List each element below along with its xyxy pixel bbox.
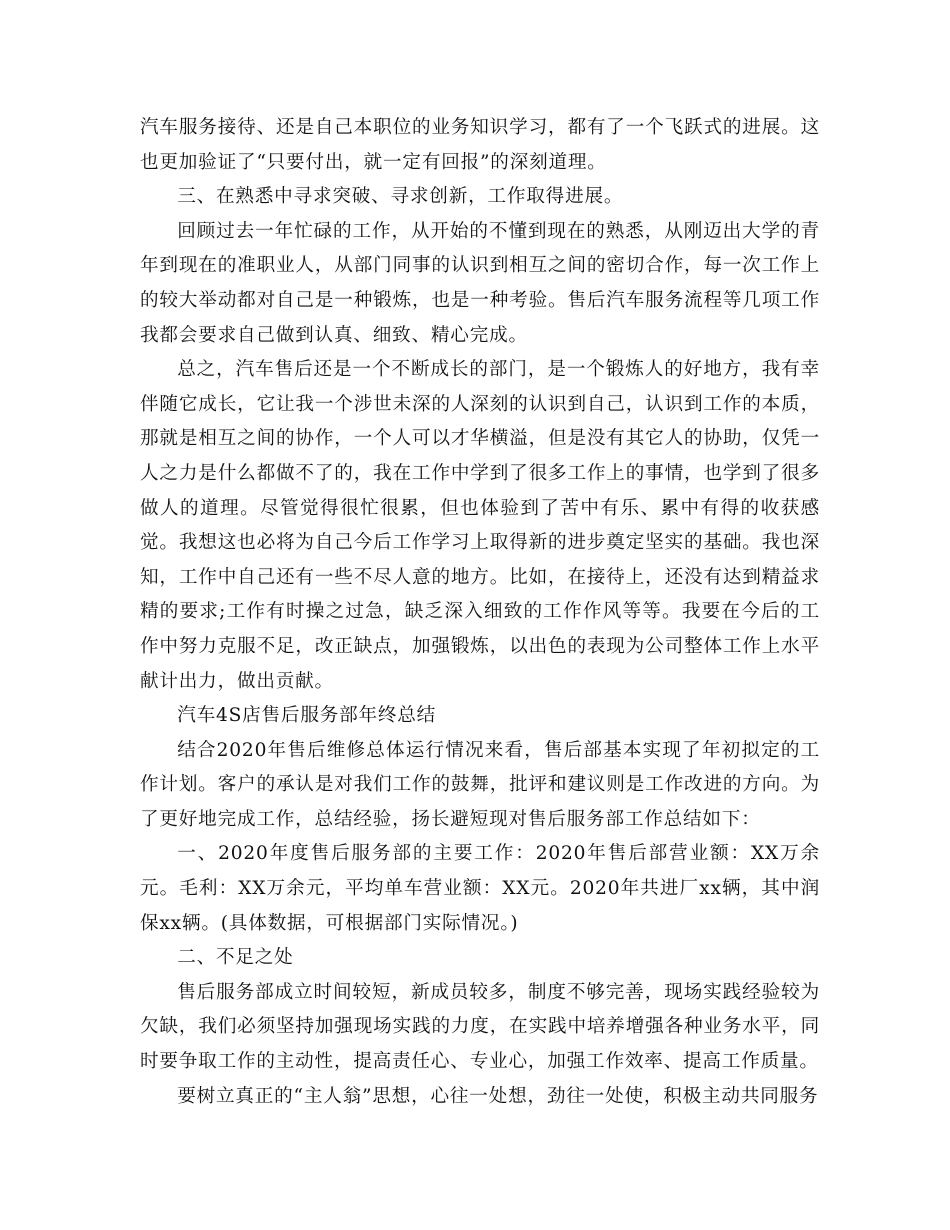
paragraph-shortcomings: 售后服务部成立时间较短，新成员较多，制度不够完善，现场实践经验较为欠缺，我们必须坚持加强现场实践的力度，在实践中培养增强各种业务水平，同时要争取工作的主动性，提高责任心、专业心，加强工作效率、提高工作质量。 [140,981,820,1073]
paragraph-main-work: 一、2020年度售后服务部的主要工作：2020年售后部营业额：XX万余元。毛利：XX万余元，平均单车营业额：XX元。2020年共进厂xx辆，其中润保xx辆。(具体数据，可根据部门实际情况。) [140,843,820,934]
paragraph-summary: 总之，汽车售后还是一个不断成长的部门，是一个锻炼人的好地方，我有幸伴随它成长，它让我一个涉世未深的人深刻的认识到自己，认识到工作的本质，那就是相互之间的协作，一个人可以才华横溢，但是没有其它人的协助，仅凭一人之力是什么都做不了的，我在工作中学到了很多工作上的事情，也学到了很多做人的道理。尽管觉得很忙很累，但也体验到了苦中有乐、累中有得的收获感觉。我想这也必将为自己今后工作学习上取得新的进步奠定坚实的基础。我也深知，工作中自己还有一些不尽人意的地方。比如，在接待上，还没有达到精益求精的要求;工作有时操之过急，缺乏深入细致的工作作风等等。我要在今后的工作中努力克服不足，改正缺点，加强锻炼，以出色的表现为公司整体工作上水平献计出力，做出贡献。 [140,359,820,692]
paragraph-intro: 结合2020年售后维修总体运行情况来看，售后部基本实现了年初拟定的工作计划。客户的承认是对我们工作的鼓舞，批评和建议则是工作改进的方向。为了更好地完成工作，总结经验，扬长避短现对售后服务部工作总结如下： [140,739,820,830]
section-heading-shortcomings: 二、不足之处 [177,947,294,969]
document-body [140,111,820,1114]
paragraph-review: 回顾过去一年忙碌的工作，从开始的不懂到现在的熟悉，从刚迈出大学的青年到现在的准职业人，从部门同事的认识到相互之间的密切合作，每一次工作上的较大举动都对自己是一种锻炼，也是一种考验。售后汽车服务流程等几项工作我都会要求自己做到认真、细致、精心完成。 [140,220,820,346]
paragraph-continuation: 汽车服务接待、还是自己本职位的业务知识学习，都有了一个飞跃式的进展。这也更加验证了“只要付出，就一定有回报”的深刻道理。 [140,117,820,173]
paragraph-ownership: 要树立真正的“主人翁”思想，心往一处想，劲往一处使，积极主动共同服务 [177,1085,819,1107]
section-heading-three: 三、在熟悉中寻求突破、寻求创新，工作取得进展。 [177,186,624,208]
document-subtitle: 汽车4S店售后服务部年终总结 [177,705,437,727]
